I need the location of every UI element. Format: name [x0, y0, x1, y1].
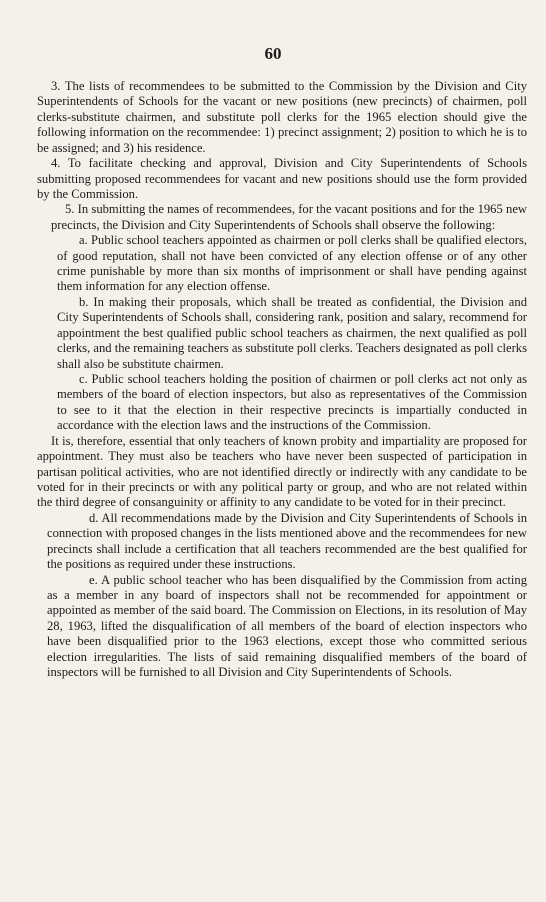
paragraph-item-5c: c. Public school teachers holding the position of chairmen or poll clerks act not only as members of the board of election inspectors, but also as representatives of the Commission to see to it that the election in their respective precincts is impartially conducted in accordance with the election laws and the instructions of the Commission.: [57, 372, 527, 433]
paragraph-item-5b: b. In making their proposals, which shall be treated as confidential, the Division and City Superintendents of Schools shall, considering rank, position and salary, recommend for appointment the best qualified public school teachers as chairmen, the next qualified as poll clerks, and the remaining teachers as substitute poll clerks. Teachers designated as poll clerks shall also be substitute chairmen.: [57, 294, 527, 371]
paragraph-item-5a: a. Public school teachers appointed as chairmen or poll clerks shall be qualified electors, of good reputation, shall not have been convicted of any election offense or of any other crime punishable by more than six months of imprisonment or shall have pending against them information for any election offense.: [57, 233, 527, 294]
paragraph-item-5c-continued: It is, therefore, essential that only teachers of known probity and impartiality are proposed for appointment. They must also be teachers who have never been suspected of participation in partisan political activities, who are not identified directly or indirectly with any candidate to be voted for in their precincts or with any political party or group, and who are not related within the third degree of consanguinity or affinity to any candidate to be voted for in their precinct.: [37, 433, 527, 510]
paragraph-item-3: 3. The lists of recommendees to be submitted to the Commission by the Division and City Superintendents of Schools for the vacant or new positions (new precincts) of chairmen, poll clerks-substitute chairmen, and substitute poll clerks for the 1965 election should give the following information on the recommendee: 1) precinct assignment; 2) position to which he is to be assigned; and 3) his residence.: [37, 79, 527, 155]
paragraph-item-5: 5. In submitting the names of recommendees, for the vacant positions and for the 1965 new precincts, the Division and City Superintendents of Schools shall observe the following:: [51, 202, 527, 232]
paragraph-item-5e: e. A public school teacher who has been disqualified by the Commission from acting as a member in any board of inspectors shall not be recommended for appointment or appointed as member of the said board. The Commission on Elections, in its resolution of May 28, 1963, lifted the disqualification of all members of the board of election inspectors who have been disqualified prior to the 1963 elections, except those who committed serious election irregularities. The lists of said remaining disqualified members of the board of inspectors will be furnished to all Division and City Superintendents of Schools.: [47, 572, 527, 680]
page-body: [37, 79, 527, 680]
paragraph-item-5d: d. All recommendations made by the Division and City Superintendents of Schools in connection with proposed changes in the lists mentioned above and the recommendees for new precincts shall include a certification that all teachers recommended are the best qualified for the positions as required under these instructions.: [47, 510, 527, 572]
paragraph-item-4: 4. To facilitate checking and approval, Division and City Superintendents of Schools submitting proposed recommendees for vacant and new positions should use the form provided by the Commission.: [37, 156, 527, 201]
page-number: 60: [264, 44, 282, 63]
